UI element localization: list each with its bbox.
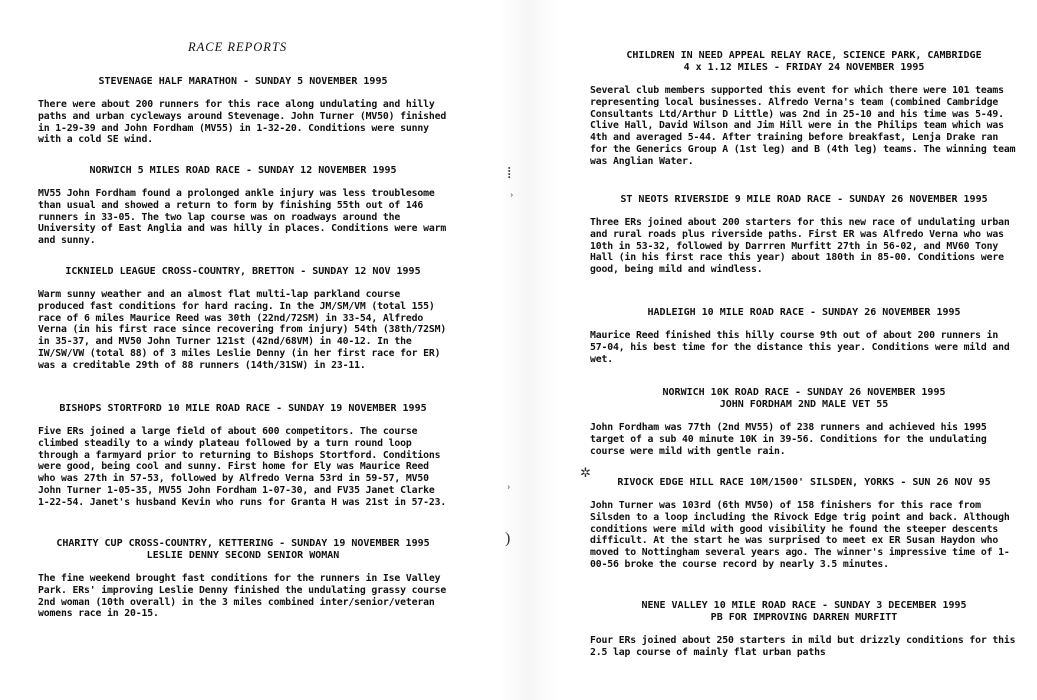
margin-mark: ✲ xyxy=(580,465,591,480)
report-section xyxy=(590,50,1018,168)
report-title: ST NEOTS RIVERSIDE 9 MILE ROAD RACE - SUNDAY 26 NOVEMBER 1995 xyxy=(620,194,988,205)
margin-mark: ⁞ xyxy=(507,165,512,182)
report-title: STEVENAGE HALF MARATHON - SUNDAY 5 NOVEMBER 1995 xyxy=(98,76,388,87)
report-title: CHARITY CUP CROSS-COUNTRY, KETTERING - SUNDAY 19 NOVEMBER 1995 LESLIE DENNY SECOND SENIOR WOMAN xyxy=(56,538,430,561)
report-title: NORWICH 10K ROAD RACE - SUNDAY 26 NOVEMBER 1995 JOHN FORDHAM 2ND MALE VET 55 xyxy=(662,387,946,410)
report-body: There were about 200 runners for this race along undulating and hilly paths and urban cycleways around Stevenage. John Turner (MV50) finished in 1-29-39 and John Fordham (MV55) in 1-32-20. Conditions were sunny with a cold SE wind. xyxy=(38,99,447,146)
report-title: ICKNIELD LEAGUE CROSS-COUNTRY, BRETTON - SUNDAY 12 NOV 1995 xyxy=(65,266,421,277)
report-body: Four ERs joined about 250 starters in mild but drizzly conditions for this 2.5 lap course of mainly flat urban paths xyxy=(590,635,1016,658)
report-section xyxy=(38,165,448,247)
report-section xyxy=(590,194,1018,276)
page-heading: RACE REPORTS xyxy=(188,40,288,54)
page-gutter xyxy=(500,0,560,700)
report-section xyxy=(590,600,1018,659)
margin-mark: ʾ xyxy=(506,484,512,501)
report-body: Several club members supported this event for which there were 101 teams representing local businesses. Alfredo Verna's team (combined Cambridge Consultants Ltd/Arthur D Little) was 2nd in 25-10 and his time was 5-49. Clive Hall, David Wilson and Jim Hill were in the Philips team which was 4th and averaged 5-44. After training before breakfast, Lenja Drake ran for the Generics Group A (1st leg) and B (4th leg) teams. The winning team was Anglian Water. xyxy=(590,85,1016,167)
report-body: The fine weekend brought fast conditions for the runners in Ise Valley Park. ERs' improving Leslie Denny finished the undulating grassy course 2nd woman (10th overall) in the 3 miles combined inter/senior/veteran womens race in 20-15. xyxy=(38,573,447,620)
report-section xyxy=(38,403,448,509)
report-section xyxy=(38,538,448,620)
report-body: Five ERs joined a large field of about 600 competitors. The course climbed steadily to a windy plateau followed by a turn round loop through a farmyard prior to returning to Bishops Stortford. Conditions were good, being cool and sunny. First home for Ely was Maurice Reed who was 27th in 57-53, followed by Alfredo Verna 53rd in 59-57, MV50 John Turner 1-05-35, MV55 John Fordham 1-07-30, and FV35 Janet Clarke 1-22-54. Janet's husband Kevin who runs for Granta H was 21st in 57-23. xyxy=(38,426,447,508)
report-title: BISHOPS STORTFORD 10 MILE ROAD RACE - SUNDAY 19 NOVEMBER 1995 xyxy=(59,403,427,414)
report-body: Three ERs joined about 200 starters for this new race of undulating urban and rural roads plus riverside paths. First ER was Alfredo Verna who was 10th in 53-32, followed by Darrren Murfitt 27th in 56-02, and MV60 Tony Hall (in his first race this year) about 180th in 85-00. Conditions were good, being mild and windless. xyxy=(590,217,1010,276)
report-section xyxy=(38,76,448,146)
report-body: Maurice Reed finished this hilly course 9th out of about 200 runners in 57-04, his best time for the distance this year. Conditions were mild and wet. xyxy=(590,330,1010,365)
report-title: CHILDREN IN NEED APPEAL RELAY RACE, SCIENCE PARK, CAMBRIDGE 4 x 1.12 MILES - FRIDAY 24 NOVEMBER 1995 xyxy=(626,50,982,73)
report-title: NENE VALLEY 10 MILE ROAD RACE - SUNDAY 3 DECEMBER 1995 PB FOR IMPROVING DARREN MURFITT xyxy=(641,600,967,623)
report-body: John Fordham was 77th (2nd MV55) of 238 runners and achieved his 1995 target of a sub 40 minute 10K in 39-56. Conditions for the undulating course were mild with gentle rain. xyxy=(590,422,987,457)
report-title: NORWICH 5 MILES ROAD RACE - SUNDAY 12 NOVEMBER 1995 xyxy=(89,165,397,176)
report-title: RIVOCK EDGE HILL RACE 10M/1500' SILSDEN, YORKS - SUN 26 NOV 95 xyxy=(617,477,991,488)
margin-mark: ʾ xyxy=(509,192,515,209)
report-body: John Turner was 103rd (6th MV50) of 158 finishers for this race from Silsden to a loop including the Rivock Edge trig point and back. Although conditions were mild with good visibility he found the steeper descents difficult. At the start he was surprised to meet ex ER Susan Haydon who moved to Nottingham several years ago. The winner's impressive time of 1-00-56 broke the course record by nearly 3.5 minutes. xyxy=(590,500,1010,570)
report-body: Warm sunny weather and an almost flat multi-lap parkland course produced fast conditions for hard racing. In the JM/SM/VM (total 155) race of 6 miles Maurice Reed was 30th (22nd/72SM) in 33-54, Alfredo Verna (in his first race since recovering from injury) 54th (38th/72SM) in 35-37, and MV50 John Turner 121st (42nd/68VM) in 40-12. In the IW/SW/VW (total 88) of 3 miles Leslie Denny (in her first race for ER) was a creditable 29th of 88 runners (14th/31SW) in 23-11. xyxy=(38,289,447,371)
report-section xyxy=(38,266,448,372)
report-body: MV55 John Fordham found a prolonged ankle injury was less troublesome than usual and showed a return to form by finishing 55th out of 146 runners in 33-05. The two lap course was on roadways around the University of East Anglia and was hilly in places. Conditions were warm and sunny. xyxy=(38,188,447,247)
report-section xyxy=(590,477,1018,571)
report-title: HADLEIGH 10 MILE ROAD RACE - SUNDAY 26 NOVEMBER 1995 xyxy=(647,307,961,318)
report-section xyxy=(590,307,1018,365)
margin-mark: ) xyxy=(505,530,511,547)
report-section xyxy=(590,387,1018,457)
